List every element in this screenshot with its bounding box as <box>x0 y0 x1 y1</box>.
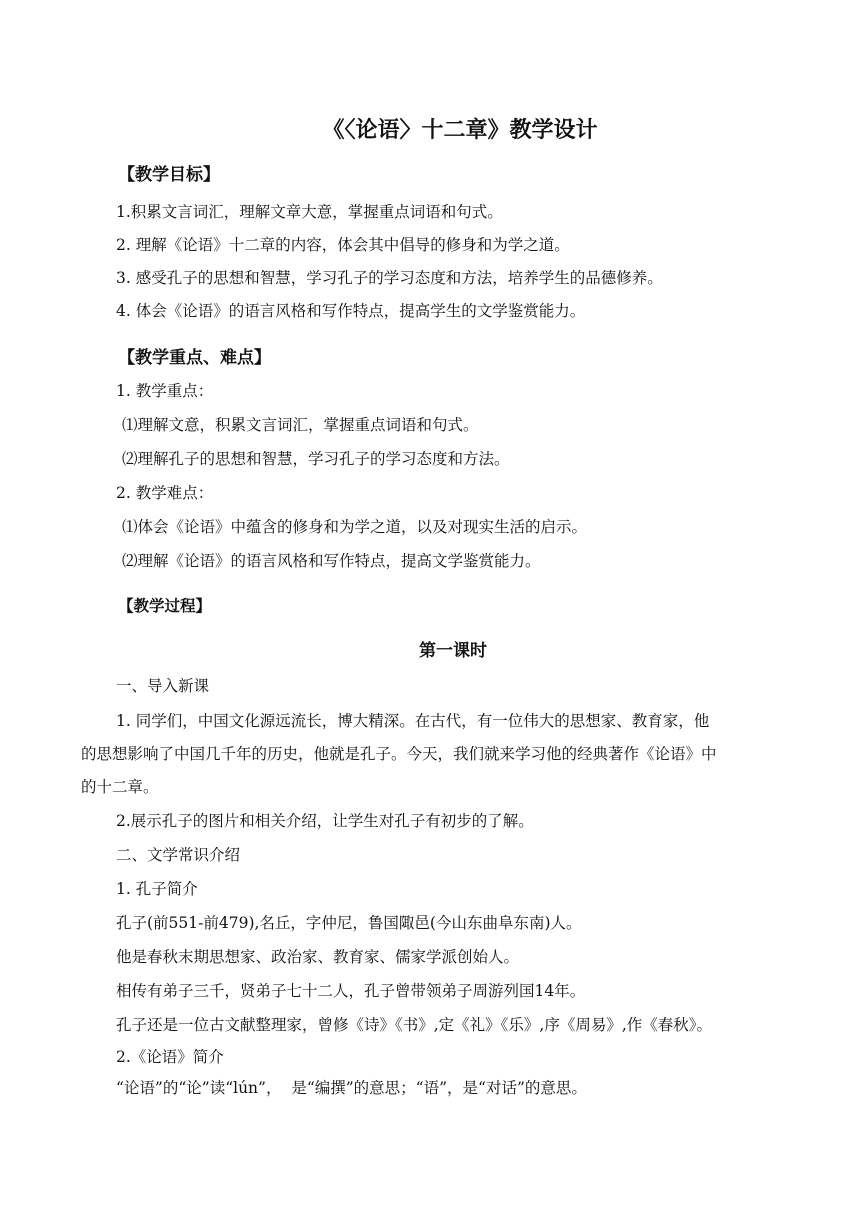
difficulty-item: ⑵理解《论语》的语言风格和写作特点，提高文学鉴赏能力。 <box>122 552 541 570</box>
document-title: 《〈论语〉十二章》教学设计 <box>322 118 598 143</box>
objective-item: 2. 理解《论语》十二章的内容，体会其中倡导的修身和为学之道。 <box>116 236 570 254</box>
difficulty-item: ⑴体会《论语》中蕴含的修身和为学之道，以及对现实生活的启示。 <box>122 518 588 536</box>
paragraph-line: 2.展示孔子的图片和相关介绍，让学生对孔子有初步的了解。 <box>116 812 534 830</box>
paragraph-line: 的思想影响了中国几千年的历史，他就是孔子。今天，我们就来学习他的经典著作《论语》中 <box>81 745 717 763</box>
section-heading: 二、文学常识介绍 <box>116 846 241 864</box>
focus-item: ⑵理解孔子的思想和智慧，学习孔子的学习态度和方法。 <box>122 450 510 468</box>
intro-line: 相传有弟子三千，贤弟子七十二人，孔子曾带领弟子周游列国14年。 <box>116 982 586 1000</box>
focus-item: ⑴理解文意，积累文言词汇，掌握重点词语和句式。 <box>122 416 479 434</box>
lunyu-line: “论语”的“论”读“lún”， 是“编撰”的意思；“语”，是“对话”的意思。 <box>116 1079 587 1097</box>
objectives-heading: 【教学目标】 <box>118 165 220 185</box>
paragraph-line: 的十二章。 <box>81 778 159 796</box>
objective-item: 4. 体会《论语》的语言风格和写作特点，提高学生的文学鉴赏能力。 <box>116 302 586 320</box>
section-heading: 一、导入新课 <box>116 677 210 695</box>
intro-line: 孔子(前551-前479),名丘，字仲尼，鲁国陬邑(今山东曲阜东南)人。 <box>116 914 582 932</box>
difficulty-label: 2. 教学难点： <box>116 484 214 502</box>
paragraph-line: 1. 同学们，中国文化源远流长，博大精深。在古代，有一位伟大的思想家、教育家，他 <box>116 712 710 730</box>
objective-item: 3. 感受孔子的思想和智慧，学习孔子的学习态度和方法，培养学生的品德修养。 <box>116 269 663 287</box>
keypoints-heading: 【教学重点、难点】 <box>118 348 271 368</box>
intro-line: 他是春秋末期思想家、政治家、教育家、儒家学派创始人。 <box>116 948 520 966</box>
focus-label: 1. 教学重点： <box>116 382 214 400</box>
lesson-title: 第一课时 <box>419 641 487 661</box>
subsection-label: 2.《论语》简介 <box>116 1048 224 1066</box>
process-heading: 【教学过程】 <box>118 597 212 615</box>
objective-item: 1.积累文言词汇，理解文章大意，掌握重点词语和句式。 <box>116 203 503 221</box>
intro-line: 孔子还是一位古文献整理家，曾修《诗》《书》,定《礼》《乐》,序《周易》,作《春秋》。 <box>116 1016 713 1034</box>
subsection-label: 1. 孔子简介 <box>116 880 198 898</box>
